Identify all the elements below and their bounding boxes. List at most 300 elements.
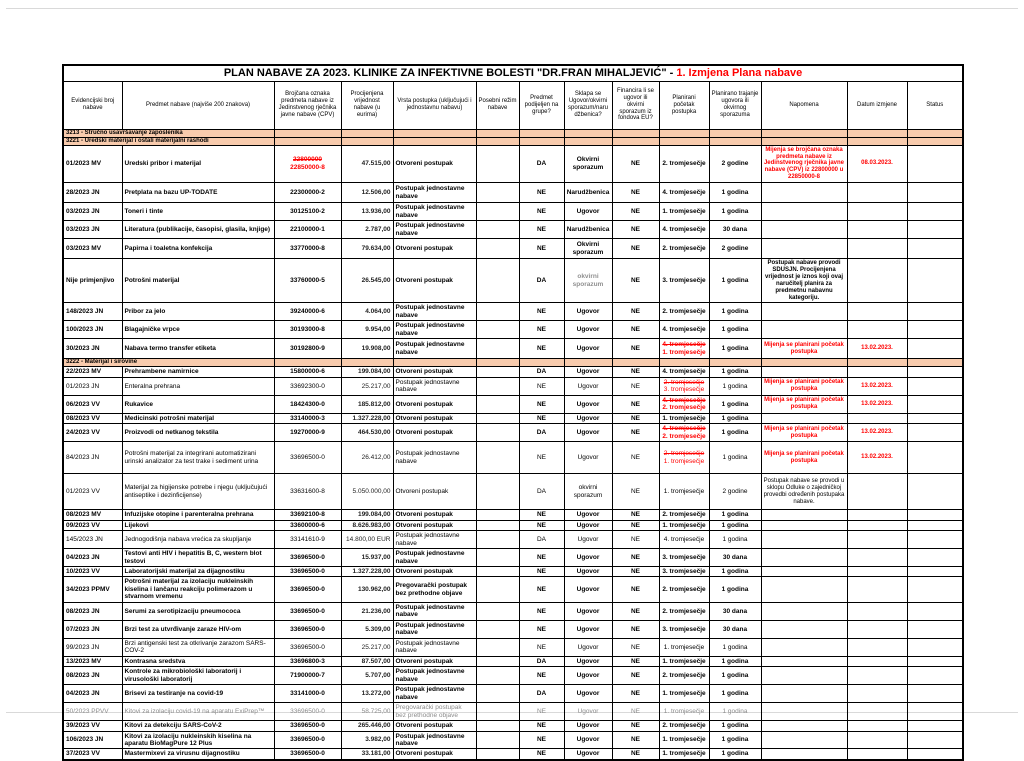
cell-cpv: 33696500-0 [274,721,341,731]
cell-trajanje: 1 godina [709,721,761,731]
section-cell [341,359,393,367]
cell-vrsta: Postupak jednostavne nabave [393,203,476,221]
cell-napomena: Postupak nabave se provodi u sklopu Odluke o zajedničkoj provedbi određenih postupaka nabave. [761,474,847,510]
cell-sklapa: Ugovor [564,339,612,359]
cell-status [907,145,963,182]
cell-rezim [476,510,519,520]
cell-napomena [761,577,847,602]
cell-sklapa: Ugovor [564,721,612,731]
cell-grupe: DA [519,474,564,510]
section-cell [274,129,341,137]
table-row [63,145,963,182]
cell-sklapa: Okvirni sporazum [564,239,612,259]
section-cell [761,137,847,145]
cell-eu: NE [612,183,659,203]
cell-sklapa: Ugovor [564,638,612,656]
cell-trajanje: 1 godina [709,510,761,520]
section-label: 3221 - Uredski materijal i ostali materijalni rashodi [63,137,274,145]
cell-vrsta: Postupak jednostavne nabave [393,442,476,474]
section-cell [907,137,963,145]
cell-cpv: 30125100-2 [274,203,341,221]
cell-sklapa: Ugovor [564,321,612,339]
cell-grupe: DA [519,424,564,442]
cell-cpv: 15800000-6 [274,367,341,377]
cell-vrijednost: 4.064,00 [341,303,393,321]
cell-eu: NE [612,367,659,377]
cell-trajanje: 1 godina [709,731,761,749]
cell-vrijednost: 1.327.228,00 [341,413,393,423]
cell-sklapa: Narudžbenica [564,221,612,239]
cell-trajanje: 1 godina [709,303,761,321]
cell-vrsta: Postupak jednostavne nabave [393,549,476,567]
cell-napomena [761,520,847,530]
cell-rezim [476,239,519,259]
cell-napomena: Mijenja se planirani početak postupka [761,377,847,395]
table-row [63,531,963,549]
cell-cpv: 33696500-0 [274,567,341,577]
cell-trajanje: 1 godina [709,567,761,577]
cell-napomena [761,531,847,549]
cell-eu: NE [612,602,659,620]
cell-vrijednost: 21.236,00 [341,602,393,620]
cell-predmet: Rukavice [122,395,274,413]
cell-vrsta: Postupak jednostavne nabave [393,731,476,749]
cell-eu: NE [612,424,659,442]
cell-trajanje: 1 godina [709,667,761,685]
cell-sklapa: Ugovor [564,577,612,602]
plan-table [62,64,964,761]
section-row [63,137,963,145]
cell-eu: NE [612,721,659,731]
cell-napomena: Mijenja se planirani početak postupka [761,442,847,474]
cell-status [907,395,963,413]
cell-pocetak: 1. tromjesečje [659,731,709,749]
column-header-vrsta: Vrsta postupka (uključujući i jednostavnu nabavu) [393,81,476,129]
cell-napomena [761,221,847,239]
cell-vrsta: Postupak jednostavne nabave [393,685,476,703]
cell-napomena: Mijenja se brojčana oznaka predmeta nabave iz Jedinstvenog rječnika javne nabave (CPV) iz 22800000 u 22850000-8 [761,145,847,182]
cell-vrijednost: 2.787,00 [341,221,393,239]
cell-status [907,510,963,520]
cell-vrijednost: 33.181,00 [341,749,393,760]
cell-vrsta: Otvoreni postupak [393,510,476,520]
cell-eu: NE [612,656,659,666]
cell-rezim [476,424,519,442]
cell-vrijednost: 8.626.983,00 [341,520,393,530]
cell-cpv: 33696800-3 [274,656,341,666]
cell-status [907,620,963,638]
cell-predmet: Materijal za higijenske potrebe i njegu (uključujući antiseptike i dezinficijense) [122,474,274,510]
cell-rezim [476,567,519,577]
cell-predmet: Medicinski potrošni materijal [122,413,274,423]
cell-status [907,703,963,721]
cell-pocetak [659,395,709,413]
cell-vrijednost: 130.962,00 [341,577,393,602]
cell-vrsta: Postupak jednostavne nabave [393,602,476,620]
cell-grupe: NE [519,703,564,721]
cell-cpv: 33696500-0 [274,602,341,620]
cell-eu: NE [612,221,659,239]
cell-evbroj: 39/2023 VV [63,721,122,731]
cell-napomena: Postupak nabave provodi SDUSJN. Procijenjena vrijednost je iznos koji ovaj naručitelj planira za predmetnu nabavnu kategoriju. [761,259,847,303]
cell-vrijednost: 87.507,00 [341,656,393,666]
table-row [63,749,963,760]
table-row [63,721,963,731]
cell-datum [847,183,907,203]
cell-vrijednost: 199.084,00 [341,367,393,377]
cell-grupe: DA [519,145,564,182]
cell-vrijednost: 13.272,00 [341,685,393,703]
cell-rezim [476,531,519,549]
section-label: 3222 - Materijal i sirovine [63,359,274,367]
cell-status [907,602,963,620]
cell-pocetak: 1. tromjesečje [659,749,709,760]
cell-rezim [476,413,519,423]
cell-rezim [476,377,519,395]
cell-predmet: Pribor za jelo [122,303,274,321]
old-value: 2. tromjesečje [663,450,705,458]
cell-evbroj: 22/2023 MV [63,367,122,377]
cell-sklapa: Ugovor [564,602,612,620]
cell-vrsta: Otvoreni postupak [393,145,476,182]
cell-trajanje: 2 godine [709,239,761,259]
cell-evbroj: 148/2023 JN [63,303,122,321]
cell-cpv: 33141000-0 [274,685,341,703]
cell-evbroj: 99/2023 JN [63,638,122,656]
cell-evbroj: 28/2023 JN [63,183,122,203]
new-value: 3. tromjesečje [663,386,705,394]
cell-rezim [476,339,519,359]
cell-vrsta: Otvoreni postupak [393,413,476,423]
cell-grupe: NE [519,638,564,656]
cell-grupe: NE [519,339,564,359]
cell-grupe: NE [519,520,564,530]
cell-evbroj: 84/2023 JN [63,442,122,474]
cell-grupe: NE [519,303,564,321]
cell-sklapa: Ugovor [564,303,612,321]
table-row [63,549,963,567]
section-cell [519,129,564,137]
section-cell [709,129,761,137]
cell-predmet: Nabava termo transfer etiketa [122,339,274,359]
cell-sklapa: Ugovor [564,424,612,442]
section-cell [476,129,519,137]
cell-datum: 13.02.2023. [847,424,907,442]
cell-vrijednost: 9.954,00 [341,321,393,339]
cell-eu: NE [612,339,659,359]
cell-rezim [476,667,519,685]
table-row [63,424,963,442]
cell-grupe: NE [519,221,564,239]
cell-evbroj: 06/2023 VV [63,395,122,413]
cell-sklapa: Ugovor [564,442,612,474]
cell-rezim [476,656,519,666]
cell-evbroj: 08/2023 JN [63,602,122,620]
cell-sklapa: Narudžbenica [564,183,612,203]
cell-datum [847,567,907,577]
table-row [63,395,963,413]
table-row [63,203,963,221]
cell-predmet: Kitovi za izolaciju nukleinskih kiselina na aparatu BioMagPure 12 Plus [122,731,274,749]
cell-eu: NE [612,549,659,567]
section-cell [612,359,659,367]
cell-trajanje: 1 godina [709,203,761,221]
table-row [63,239,963,259]
cell-napomena [761,367,847,377]
section-cell [847,359,907,367]
cell-evbroj: 09/2023 VV [63,520,122,530]
cell-napomena [761,602,847,620]
column-header-predmet: Predmet nabave (najviše 200 znakova) [122,81,274,129]
column-header-datum: Datum izmjene [847,81,907,129]
cell-evbroj: 50/2023 PPVV [63,703,122,721]
cell-vrsta: Postupak jednostavne nabave [393,183,476,203]
cell-vrijednost: 58.725,00 [341,703,393,721]
cell-datum [847,731,907,749]
cell-vrijednost: 5.707,00 [341,667,393,685]
section-cell [341,129,393,137]
cell-napomena [761,721,847,731]
cell-pocetak [659,339,709,359]
cell-status [907,567,963,577]
section-cell [274,359,341,367]
cell-cpv: 18424300-0 [274,395,341,413]
cell-status [907,520,963,530]
cell-datum [847,749,907,760]
cell-predmet: Brzi test za utvrđivanje zaraze HIV-om [122,620,274,638]
section-cell [519,137,564,145]
cell-grupe: NE [519,721,564,731]
cell-vrijednost: 1.327.228,00 [341,567,393,577]
cell-predmet: Jednogodišnja nabava vrećica za skupljanje [122,531,274,549]
cell-pocetak: 4. tromjesečje [659,221,709,239]
cell-vrsta: Otvoreni postupak [393,520,476,530]
cell-evbroj: 01/2023 MV [63,145,122,182]
cell-grupe: DA [519,531,564,549]
cell-cpv: 33770000-8 [274,239,341,259]
cell-status [907,339,963,359]
cell-cpv: 33760000-5 [274,259,341,303]
cell-datum: 13.02.2023. [847,377,907,395]
cell-pocetak: 1. tromjesečje [659,520,709,530]
cell-napomena: Mijenja se planirani početak postupka [761,424,847,442]
column-header-cpv: Brojčana oznaka predmeta nabave iz Jedinstvenog rječnika javne nabave (CPV) [274,81,341,129]
cell-trajanje: 1 godina [709,395,761,413]
cell-pocetak: 1. tromjesečje [659,656,709,666]
cell-sklapa: Ugovor [564,656,612,666]
cell-datum [847,602,907,620]
cell-eu: NE [612,510,659,520]
cell-sklapa: Ugovor [564,531,612,549]
cell-trajanje: 1 godina [709,703,761,721]
section-cell [709,137,761,145]
cell-vrsta: Postupak jednostavne nabave [393,377,476,395]
cell-rezim [476,638,519,656]
cell-eu: NE [612,531,659,549]
cell-rezim [476,731,519,749]
cell-sklapa: Ugovor [564,703,612,721]
column-header-trajanje: Planirano trajanje ugovora ili okvirnog sporazuma [709,81,761,129]
column-header-sklapa: Sklapa se Ugovor/okvirni sporazum/narudžbenica? [564,81,612,129]
cell-sklapa: Ugovor [564,510,612,520]
cell-vrijednost: 5.309,00 [341,620,393,638]
cell-cpv: 33631600-8 [274,474,341,510]
cell-vrsta: Otvoreni postupak [393,721,476,731]
cell-napomena [761,413,847,423]
cell-predmet: Kitovi za izolaciju covid-19 na aparatu ExiPrep™ [122,703,274,721]
cell-trajanje: 1 godina [709,339,761,359]
cell-rezim [476,303,519,321]
cell-eu: NE [612,703,659,721]
cell-grupe: DA [519,367,564,377]
section-cell [612,129,659,137]
section-cell [519,359,564,367]
cell-datum [847,303,907,321]
table-row [63,638,963,656]
cell-rezim [476,749,519,760]
cell-vrijednost: 26.412,00 [341,442,393,474]
table-row [63,321,963,339]
section-cell [659,359,709,367]
cell-grupe: NE [519,731,564,749]
cell-datum: 13.02.2023. [847,395,907,413]
cell-vrsta: Otvoreni postupak [393,567,476,577]
cell-status [907,321,963,339]
cell-vrijednost: 79.634,00 [341,239,393,259]
cell-sklapa: Ugovor [564,377,612,395]
cell-datum [847,620,907,638]
cell-predmet: Infuzijske otopine i parenteralna prehrana [122,510,274,520]
cell-rezim [476,685,519,703]
cell-pocetak: 4. tromjesečje [659,321,709,339]
new-value: 1. tromjesečje [662,348,706,356]
cell-trajanje: 1 godina [709,183,761,203]
cell-cpv: 33696500-0 [274,442,341,474]
cell-sklapa: Ugovor [564,667,612,685]
cell-pocetak: 2. tromjesečje [659,510,709,520]
cell-pocetak: 4. tromjesečje [659,183,709,203]
cell-datum [847,259,907,303]
cell-grupe: NE [519,620,564,638]
cell-eu: NE [612,749,659,760]
cell-evbroj: Nije primjenjivo [63,259,122,303]
cell-cpv: 33696500-0 [274,638,341,656]
cell-napomena [761,239,847,259]
section-cell [907,129,963,137]
table-row [63,602,963,620]
cell-datum [847,703,907,721]
cell-datum [847,549,907,567]
table-row [63,620,963,638]
cell-napomena [761,731,847,749]
cell-vrsta: Otvoreni postupak [393,395,476,413]
section-cell [564,359,612,367]
cell-cpv: 33600000-6 [274,520,341,530]
cell-napomena [761,183,847,203]
cell-predmet: Lijekovi [122,520,274,530]
cell-vrijednost: 265.446,00 [341,721,393,731]
cell-evbroj: 100/2023 JN [63,321,122,339]
cell-trajanje: 30 dana [709,549,761,567]
cell-eu: NE [612,731,659,749]
cell-vrijednost: 26.545,00 [341,259,393,303]
cell-vrsta: Otvoreni postupak [393,749,476,760]
cell-pocetak: 1. tromjesečje [659,638,709,656]
cell-vrijednost: 185.812,00 [341,395,393,413]
cell-status [907,239,963,259]
cell-trajanje: 2 godine [709,474,761,510]
cell-cpv: 33140000-3 [274,413,341,423]
cell-pocetak: 1. tromjesečje [659,703,709,721]
cell-cpv: 33692100-8 [274,510,341,520]
cell-trajanje: 1 godina [709,321,761,339]
cell-rezim [476,577,519,602]
cell-pocetak: 4. tromjesečje [659,367,709,377]
cell-pocetak: 1. tromjesečje [659,413,709,423]
cell-datum [847,474,907,510]
cell-vrsta: Postupak jednostavne nabave [393,221,476,239]
cell-rezim [476,321,519,339]
cell-status [907,474,963,510]
table-row [63,221,963,239]
cell-predmet: Uredski pribor i materijal [122,145,274,182]
cell-eu: NE [612,239,659,259]
column-header-status: Status [907,81,963,129]
table-row [63,656,963,666]
column-header-grupe: Predmet podijeljen na grupe? [519,81,564,129]
cell-pocetak: 2. tromjesečje [659,577,709,602]
cell-trajanje: 1 godina [709,531,761,549]
cell-cpv: 33696500-0 [274,703,341,721]
cell-eu: NE [612,442,659,474]
cell-vrsta: Postupak jednostavne nabave [393,620,476,638]
cell-predmet: Brzi antigenski test za otkrivanje zarazom SARS-COV-2 [122,638,274,656]
cell-trajanje: 1 godina [709,656,761,666]
cell-rezim [476,221,519,239]
old-value: 22800000 [293,156,322,164]
cell-cpv: 33696500-0 [274,749,341,760]
section-cell [659,129,709,137]
cell-evbroj: 04/2023 JN [63,549,122,567]
table-row [63,303,963,321]
cell-grupe: NE [519,749,564,760]
cell-predmet: Blagajničke vrpce [122,321,274,339]
cell-trajanje: 1 godina [709,520,761,530]
column-header-pocetak: Planirani početak postupka [659,81,709,129]
cell-grupe: NE [519,395,564,413]
cell-rezim [476,395,519,413]
cell-evbroj: 01/2023 JN [63,377,122,395]
title-row [63,65,963,81]
cell-napomena [761,703,847,721]
cell-cpv: 33696500-0 [274,620,341,638]
cell-napomena [761,549,847,567]
cell-datum [847,531,907,549]
cell-evbroj: 03/2023 MV [63,239,122,259]
cell-napomena [761,749,847,760]
cell-grupe: DA [519,259,564,303]
cell-rezim [476,703,519,721]
table-row [63,577,963,602]
cell-datum [847,577,907,602]
new-value: 2. tromjesečje [662,432,706,440]
cell-napomena [761,656,847,666]
section-cell [709,359,761,367]
cell-napomena [761,638,847,656]
cell-predmet: Potrošni materijal za integrirani automatizirani urinski analizator za test trake i sediment urina [122,442,274,474]
cell-evbroj: 04/2023 JN [63,685,122,703]
cell-napomena: Mijenja se planirani početak postupka [761,339,847,359]
